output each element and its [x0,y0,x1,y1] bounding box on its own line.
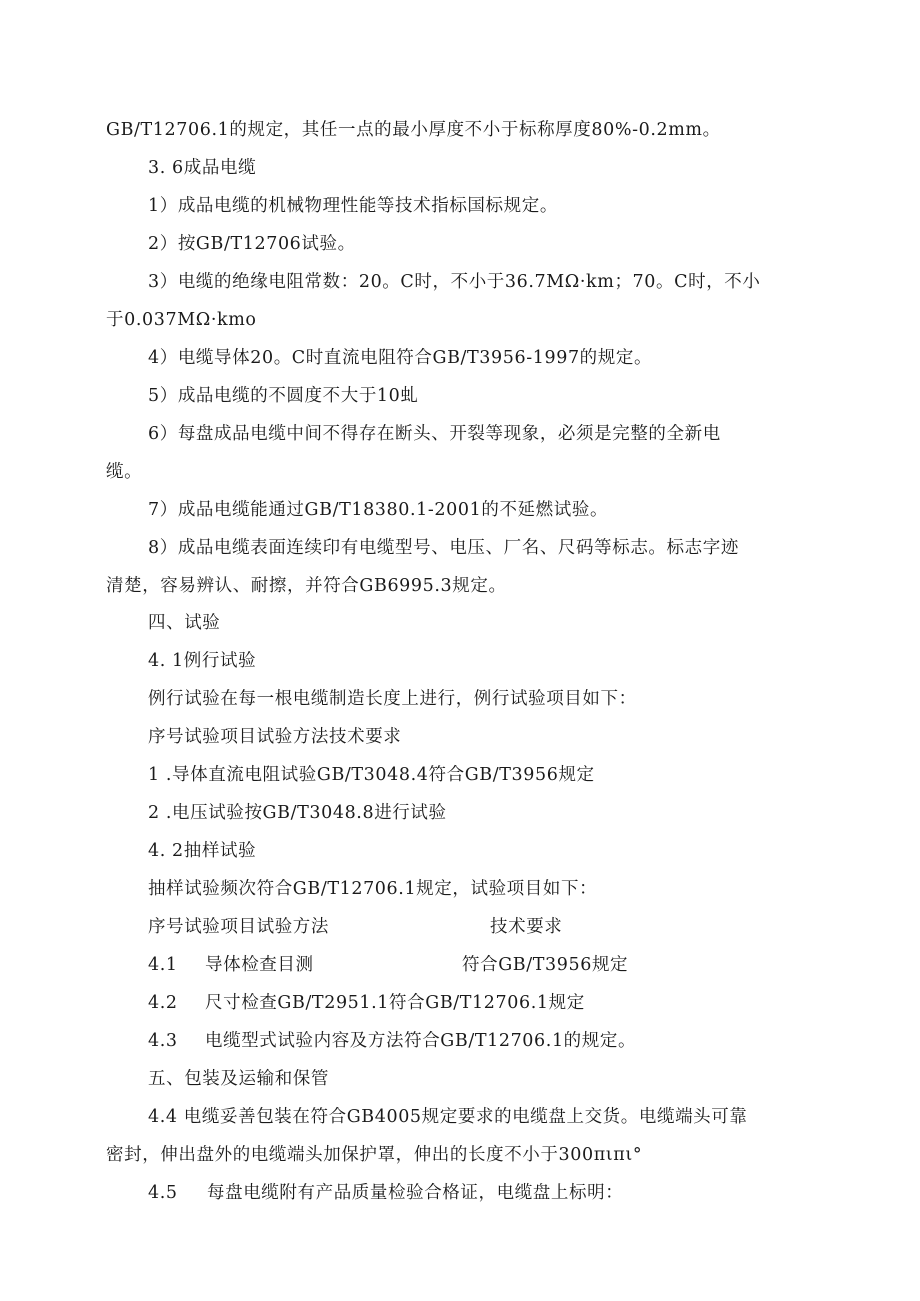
text-line: GB/T12706.1的规定，其任一点的最小厚度不小于标称厚度80%-0.2mm。 [106,120,721,140]
text-line: 抽样试验频次符合GB/T12706.1规定，试验项目如下： [148,879,598,899]
subsection-heading: 4. 1例行试验 [148,651,257,671]
table-header-cell: 技术要求 [490,917,563,937]
table-header: 序号试验项目试验方法技术要求 [148,727,402,747]
table-row-cell: 电缆型式试验内容及方法符合GB/T12706.1的规定。 [205,1031,637,1051]
list-item: 1）成品电缆的机械物理性能等技术指标国标规定。 [148,196,558,216]
table-row-number: 4.2 [148,993,178,1013]
text-line: 4.4 电缆妥善包装在符合GB4005规定要求的电缆盘上交货。电缆端头可靠 [148,1107,748,1127]
section-heading: 3. 6成品电缆 [148,158,257,178]
text-line: 密封，伸出盘外的电缆端头加保护罩，伸出的长度不小于300πιπι° [106,1145,643,1165]
table-header: 序号试验项目试验方法 [148,917,329,937]
list-item: 3）电缆的绝缘电阻常数：20。C时，不小于36.7MΩ·km；70。C时，不小 [148,272,761,292]
table-row-number: 4.1 [148,955,178,975]
list-item: 5）成品电缆的不圆度不大于10虬 [148,386,419,406]
table-row-number: 4.3 [148,1031,178,1051]
list-item: 7）成品电缆能通过GB/T18380.1-2001的不延燃试验。 [148,500,609,520]
subsection-heading: 4. 2抽样试验 [148,841,257,861]
text-line: 例行试验在每一根电缆制造长度上进行，例行试验项目如下： [148,689,637,709]
text-line: 清楚，容易辨认、耐擦，并符合GB6995.3规定。 [106,576,507,596]
list-item: 6）每盘成品电缆中间不得存在断头、开裂等现象，必须是完整的全新电 [148,424,721,444]
list-item: 2）按GB/T12706试验。 [148,234,356,254]
list-item: 8）成品电缆表面连续印有电缆型号、电压、厂名、尺码等标志。标志字迹 [148,538,739,558]
section-heading: 四、试验 [148,613,221,633]
table-row-cell: 尺寸检查GB/T2951.1符合GB/T12706.1规定 [205,993,585,1013]
table-row: 1 .导体直流电阻试验GB/T3048.4符合GB/T3956规定 [148,765,595,785]
text-line: 每盘电缆附有产品质量检验合格证，电缆盘上标明： [207,1183,624,1203]
list-item: 4）电缆导体20。C时直流电阻符合GB/T3956-1997的规定。 [148,348,653,368]
item-number: 4.5 [148,1183,178,1203]
section-heading: 五、包装及运输和保管 [148,1069,329,1089]
table-row: 2 .电压试验按GB/T3048.8进行试验 [148,803,447,823]
table-row-cell: 符合GB/T3956规定 [462,955,629,975]
table-row-cell: 导体检查目测 [205,955,314,975]
text-line: 于0.037MΩ·kmo [106,310,257,330]
text-line: 缆。 [106,462,143,482]
